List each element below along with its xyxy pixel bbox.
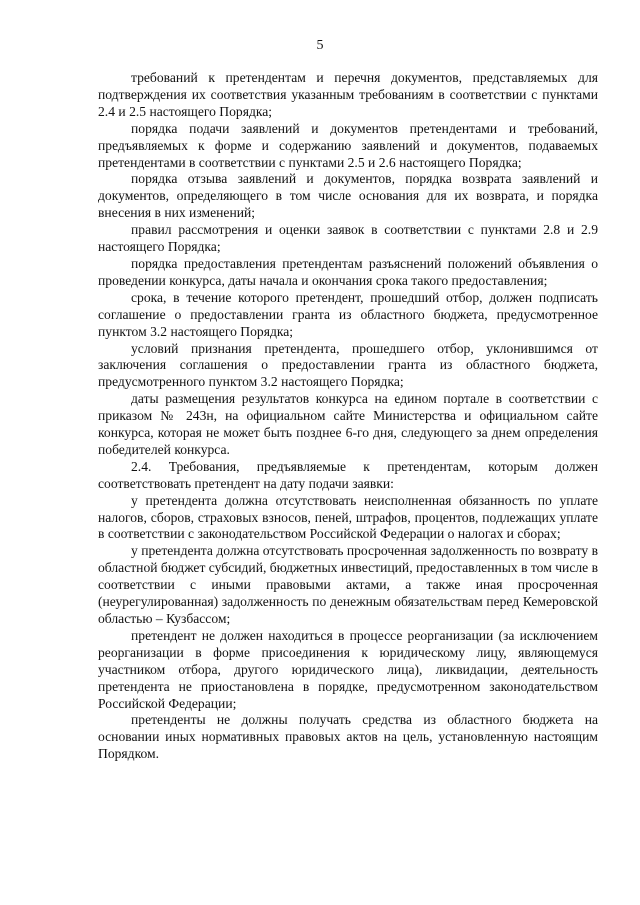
section-paragraph-2-4: 2.4. Требования, предъявляемые к претендентам, которым должен соответствовать претендент на дату подачи заявки: (98, 458, 598, 491)
paragraph: у претендента должна отсутствовать неисполненная обязанность по уплате налогов, сборов, страховых взносов, пеней, штрафов, процентов, подлежащих уплате в соответствии с законодательством Российской Федерации о налогах и сборах; (98, 492, 598, 542)
paragraph: претендент не должен находиться в процессе реорганизации (за исключением реорганизации в форме присоединения к юридическому лицу, являющемуся участником отбора, другого юридического лица), ликвидации, деятельность претендента не приостановлена в порядке, предусмотренном законодательством Российской Федерации; (98, 627, 598, 711)
paragraph: условий признания претендента, прошедшего отбор, уклонившимся от заключения соглашения о предоставлении гранта из областного бюджета, предусмотренного пунктом 3.2 настоящего Порядка; (98, 340, 598, 390)
paragraph: срока, в течение которого претендент, прошедший отбор, должен подписать соглашение о предоставлении гранта из областного бюджета, предусмотренное пунктом 3.2 настоящего Порядка; (98, 289, 598, 339)
paragraph: требований к претендентам и перечня документов, представляемых для подтверждения их соответствия указанным требованиям в соответствии с пунктами 2.4 и 2.5 настоящего Порядка; (98, 70, 598, 119)
paragraph: порядка подачи заявлений и документов претендентами и требований, предъявляемых к форме и содержанию заявлений и документов, подаваемых претендентами в соответствии с пунктами 2.5 и 2.6 настоящего Порядка; (98, 120, 598, 170)
paragraph: порядка предоставления претендентам разъяснений положений объявления о проведении конкурса, даты начала и окончания срока такого предоставления; (98, 255, 598, 288)
paragraph: порядка отзыва заявлений и документов, порядка возврата заявлений и документов, определяющего в том числе основания для их возврата, и порядка внесения в них изменений; (98, 171, 598, 221)
paragraph: даты размещения результатов конкурса на едином портале в соответствии с приказом № 243н, на официальном сайте Министерства и официальном сайте конкурса, которая не может быть позднее 6-го дня, следующего за днем определения победителей конкурса. (98, 391, 598, 457)
page-number: 5 (316, 38, 324, 53)
paragraph: правил рассмотрения и оценки заявок в соответствии с пунктами 2.8 и 2.9 настоящего Порядка; (98, 222, 598, 255)
document-body (98, 70, 598, 763)
paragraph: у претендента должна отсутствовать просроченная задолженность по возврату в областной бюджет субсидий, бюджетных инвестиций, предоставленных в том числе в соответствии с иными правовыми актами, а также иная просроченная (неурегулированная) задолженность по денежным обязательствам перед Кемеровской областью – Кузбассом; (98, 543, 598, 626)
paragraph: претенденты не должны получать средства из областного бюджета на основании иных нормативных правовых актов на цель, установленную настоящим Порядком. (98, 712, 598, 762)
